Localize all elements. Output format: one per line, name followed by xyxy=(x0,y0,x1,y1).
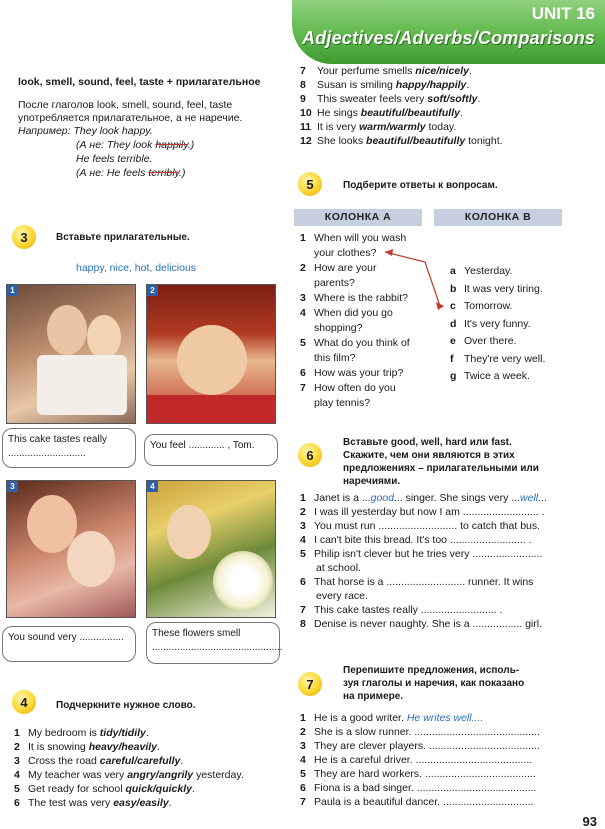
neg-prefix: (А не: He feels xyxy=(76,167,149,179)
item-number: 3 xyxy=(14,755,20,767)
photo-number: 1 xyxy=(7,285,18,296)
item-text: Paula is a beautiful dancer. ............................... xyxy=(314,796,534,808)
photo-number: 3 xyxy=(7,481,18,492)
exercise-7-item xyxy=(300,796,533,809)
question-text: When did you go xyxy=(314,307,393,319)
column-a-header: КОЛОНКА А xyxy=(294,209,422,226)
item-text: This cake tastes really .......................... . xyxy=(314,604,503,616)
item-text: Philip isn't clever but he tries very ........................ xyxy=(314,548,543,560)
exercise-item xyxy=(14,797,172,810)
question-number: 1 xyxy=(300,232,306,244)
exercise-6-item xyxy=(300,604,502,617)
exercise-4-title: Подчеркните нужное слово. xyxy=(56,700,196,711)
item-text: This sweater feels very xyxy=(317,93,428,105)
item-number: 4 xyxy=(300,534,306,546)
question-text-cont: play tennis? xyxy=(314,397,371,409)
exercise-7-item xyxy=(300,740,540,753)
item-number: 3 xyxy=(300,740,306,752)
item-number: 7 xyxy=(300,65,306,77)
item-number: 10 xyxy=(300,107,312,119)
exercise-item xyxy=(300,79,469,92)
item-text: . xyxy=(157,741,160,753)
exercise-6-title-4: наречиями. xyxy=(343,476,401,487)
rule-example-2-neg xyxy=(76,167,185,180)
boy-face-graphic xyxy=(177,325,247,395)
item-number: 4 xyxy=(14,769,20,781)
item-number: 1 xyxy=(300,712,306,724)
cake-graphic xyxy=(37,355,127,415)
item-text: Janet is a ... xyxy=(314,492,371,504)
item-options: beautiful/beautifully xyxy=(360,107,460,119)
arrow-head-2 xyxy=(385,249,393,256)
answer-handwritten: good xyxy=(370,492,394,504)
question-text-cont: this film? xyxy=(314,352,356,364)
item-options: nice/nicely xyxy=(415,65,469,77)
exercise-6-item xyxy=(300,520,540,533)
question-number: 2 xyxy=(300,262,306,274)
example-1-text: They look happy. xyxy=(73,125,153,137)
answer-text: They're very well. xyxy=(464,352,546,365)
exercise-7-item xyxy=(300,754,532,767)
exercise-7-item xyxy=(300,726,540,739)
answer-text: It was very tiring. xyxy=(464,282,543,295)
question-number: 7 xyxy=(300,382,306,394)
item-text: It is very xyxy=(317,121,360,133)
item-number: 8 xyxy=(300,79,306,91)
question-text: How was your trip? xyxy=(314,367,404,379)
exercise-6-item xyxy=(300,506,545,519)
answer-letter: d xyxy=(450,317,457,330)
answer-handwritten: He writes well.... xyxy=(406,712,484,724)
item-text: . xyxy=(180,755,184,767)
exercise-item xyxy=(300,65,472,78)
arrow-line-1 xyxy=(385,252,440,306)
child-face-graphic xyxy=(47,305,87,355)
girl-face-graphic xyxy=(167,505,211,559)
item-text: . xyxy=(168,797,172,809)
exercise-7-item xyxy=(300,782,536,795)
item-text: You must run ........................... to catch that bus. xyxy=(314,520,541,532)
answer-letter: a xyxy=(450,265,456,277)
item-text: They are hard workers. ...................................... xyxy=(314,768,536,780)
exercise-item xyxy=(14,783,195,796)
photo-number: 4 xyxy=(147,481,158,492)
photo-3-phone xyxy=(6,480,136,618)
exercise-item xyxy=(14,755,183,768)
question-item xyxy=(300,307,393,320)
item-number: 2 xyxy=(300,506,306,518)
exercise-7-title-2: зуя глаголы и наречия, как показано xyxy=(343,678,525,689)
item-number: 3 xyxy=(300,520,306,532)
item-options: warm/warmly xyxy=(359,121,426,133)
answer-text: It's very funny. xyxy=(464,317,531,330)
girl-face-graphic xyxy=(87,315,121,359)
answer-text: Tomorrow. xyxy=(464,300,513,312)
question-text: Where is the rabbit? xyxy=(314,292,408,304)
exercise-3-badge: 3 xyxy=(12,225,36,249)
item-number: 5 xyxy=(14,783,20,795)
item-text: today. xyxy=(425,121,457,133)
item-number: 1 xyxy=(14,727,20,739)
exercise-item xyxy=(14,769,244,782)
exercise-item xyxy=(14,727,149,740)
answer-letter: g xyxy=(450,370,457,382)
answer-item xyxy=(450,370,530,383)
question-item xyxy=(300,262,376,275)
item-options: angry/angrily xyxy=(127,769,194,781)
item-number: 7 xyxy=(300,604,306,616)
column-b-header: КОЛОНКА В xyxy=(434,209,562,226)
exercise-7-title-1: Перепишите предложения, исполь- xyxy=(343,665,520,676)
question-text: When will you wash xyxy=(314,232,407,244)
unit-banner xyxy=(292,0,605,64)
exercise-3-word-bank: happy, nice, hot, delicious xyxy=(76,262,197,274)
item-text: He sings xyxy=(317,107,361,119)
exercise-7-item xyxy=(300,712,483,725)
item-text: Cross the road xyxy=(28,755,100,767)
neg-suffix: .) xyxy=(187,139,195,151)
item-text: yesterday. xyxy=(193,769,244,781)
exercise-item xyxy=(300,107,463,120)
item-text: . xyxy=(145,727,149,739)
question-item xyxy=(300,382,396,395)
item-options: heavy/heavily xyxy=(88,741,157,753)
item-text: . xyxy=(192,783,195,795)
item-text: She looks xyxy=(317,135,367,147)
exercise-7-badge: 7 xyxy=(298,672,322,696)
answer-text: Twice a week. xyxy=(464,370,530,382)
item-text: My bedroom is xyxy=(28,727,100,739)
neg-prefix: (А не: They look xyxy=(76,139,156,151)
question-number: 4 xyxy=(300,307,306,319)
item-text: It is snowing xyxy=(28,741,89,753)
exercise-6-item xyxy=(300,576,533,589)
item-options: easy/easily xyxy=(113,797,169,809)
answer-item xyxy=(450,318,531,331)
item-text: ... singer. She sings very ... xyxy=(393,492,521,504)
photo-number: 2 xyxy=(147,285,158,296)
answer-item xyxy=(450,283,543,296)
question-number: 5 xyxy=(300,337,306,349)
item-number: 5 xyxy=(300,768,306,780)
exercise-item xyxy=(300,93,480,106)
exercise-6-item xyxy=(300,534,532,547)
question-text: What do you think of xyxy=(314,337,410,349)
rule-title: look, smell, sound, feel, taste + прилагательное xyxy=(18,76,261,88)
exercise-6-item xyxy=(300,548,542,561)
item-options: beautiful/beautifully xyxy=(366,135,466,147)
rule-line-2: употребляется прилагательное, а не наречие. xyxy=(18,112,243,124)
exercise-item xyxy=(300,135,503,148)
item-text: ... xyxy=(538,492,547,504)
exercise-6-badge: 6 xyxy=(298,443,322,467)
answer-handwritten: well xyxy=(520,492,539,504)
item-text: They are clever players. ...................................... xyxy=(314,740,540,752)
exercise-7-item xyxy=(300,768,536,781)
item-text: He is a careful driver. ........................................ xyxy=(314,754,533,766)
item-text: Denise is never naughty. She is a ................. girl. xyxy=(314,618,542,630)
item-text: My teacher was very xyxy=(28,769,128,781)
item-text: That horse is a ........................... runner. It wins xyxy=(314,576,534,588)
question-text: How are your xyxy=(314,262,377,274)
item-text: Get ready for school xyxy=(28,783,126,795)
photo-3-caption: You sound very ................ xyxy=(2,626,136,662)
rule-example-1 xyxy=(18,125,153,138)
girl-face-graphic xyxy=(67,531,115,587)
item-options: tidy/tidily xyxy=(99,727,146,739)
answer-letter: b xyxy=(450,282,457,295)
question-text-cont: your clothes? xyxy=(314,247,377,259)
item-text: Fiona is a bad singer. ......................................... xyxy=(314,782,537,794)
rule-example-1-neg xyxy=(76,139,194,152)
photo-2-thermometer xyxy=(146,284,276,424)
match-arrows xyxy=(380,240,450,320)
question-text-cont: shopping? xyxy=(314,322,363,334)
item-text: . xyxy=(459,107,463,119)
rule-line-1: После глаголов look, smell, sound, feel, taste xyxy=(18,99,233,111)
photo-2-caption: You feel ............. , Tom. xyxy=(144,434,278,466)
answer-item xyxy=(450,353,545,366)
question-number: 3 xyxy=(300,292,306,304)
page-number: 93 xyxy=(582,814,597,829)
item-text: . xyxy=(466,79,470,91)
exercise-6-title-1: Вставьте good, well, hard или fast. xyxy=(343,437,512,448)
answer-item xyxy=(450,335,517,348)
item-number: 6 xyxy=(300,576,306,588)
rule-example-2: He feels terrible. xyxy=(76,153,153,165)
item-options: careful/carefully xyxy=(99,755,181,767)
arrow-head-1 xyxy=(436,302,444,310)
item-text: . xyxy=(477,93,481,105)
item-options: soft/softly xyxy=(427,93,478,105)
exercise-3-title: Вставьте прилагательные. xyxy=(56,232,190,243)
item-number: 2 xyxy=(300,726,306,738)
item-text: She is a slow runner. ........................................... xyxy=(314,726,540,738)
item-text: . xyxy=(468,65,472,77)
item-text: I was ill yesterday but now I am .......................... . xyxy=(314,506,545,518)
item-options: quick/quickly xyxy=(125,783,192,795)
neg-suffix: .) xyxy=(179,167,186,179)
item-number: 7 xyxy=(300,796,306,808)
photo-1-caption: This cake tastes really ............................ xyxy=(2,428,136,468)
exercise-6-item xyxy=(300,492,547,505)
struck-word: terribly xyxy=(148,167,180,179)
flowers-graphic xyxy=(213,551,273,611)
exercise-7-title-3: на примере. xyxy=(343,691,404,702)
item-number: 5 xyxy=(300,548,306,560)
item-options: happy/happily xyxy=(395,79,467,91)
item-number: 1 xyxy=(300,492,306,504)
answer-letter: e xyxy=(450,335,456,347)
item-number: 11 xyxy=(300,121,312,133)
item-text: Your perfume smells xyxy=(317,65,416,77)
question-text-cont: parents? xyxy=(314,277,355,289)
example-label: Например: xyxy=(18,125,71,137)
item-number: 8 xyxy=(300,618,306,630)
answer-item xyxy=(450,265,512,278)
answer-letter: f xyxy=(450,352,454,365)
exercise-5-badge: 5 xyxy=(298,172,322,196)
red-sweater-graphic xyxy=(147,395,276,424)
question-text: How often do you xyxy=(314,382,396,394)
exercise-item xyxy=(300,121,456,134)
item-number: 6 xyxy=(300,782,306,794)
item-text-cont: at school. xyxy=(316,562,361,574)
exercise-6-item xyxy=(300,618,542,631)
photo-1-cake xyxy=(6,284,136,424)
exercise-6-title-3: предложениях – прилагательными или xyxy=(343,463,539,474)
item-text-cont: every race. xyxy=(316,590,368,602)
answer-text: Yesterday. xyxy=(464,265,513,277)
struck-word: happily xyxy=(155,139,188,151)
item-text: He is a good writer. xyxy=(314,712,404,724)
unit-label: UNIT 16 xyxy=(531,4,595,23)
item-text: The test was very xyxy=(28,797,114,809)
item-number: 9 xyxy=(300,93,306,105)
answer-item xyxy=(450,300,512,313)
photo-4-flowers xyxy=(146,480,276,618)
exercise-item xyxy=(14,741,160,754)
exercise-5-title: Подберите ответы к вопросам. xyxy=(343,180,498,191)
item-number: 2 xyxy=(14,741,20,753)
unit-title: Adjectives/Adverbs/Comparisons xyxy=(302,28,596,48)
item-number: 4 xyxy=(300,754,306,766)
item-number: 6 xyxy=(14,797,20,809)
question-number: 6 xyxy=(300,367,306,379)
item-text: tonight. xyxy=(465,135,503,147)
answer-letter: c xyxy=(450,300,456,312)
question-item xyxy=(300,337,410,350)
exercise-6-title-2: Скажите, чем они являются в этих xyxy=(343,450,515,461)
item-text: I can't bite this bread. It's too .......................... . xyxy=(314,534,532,546)
item-text: Susan is smiling xyxy=(317,79,396,91)
item-number: 12 xyxy=(300,135,312,147)
exercise-4-badge: 4 xyxy=(12,690,36,714)
answer-text: Over there. xyxy=(464,335,517,347)
question-item xyxy=(300,367,403,380)
photo-4-caption: These flowers smell ............................................... xyxy=(146,622,280,664)
